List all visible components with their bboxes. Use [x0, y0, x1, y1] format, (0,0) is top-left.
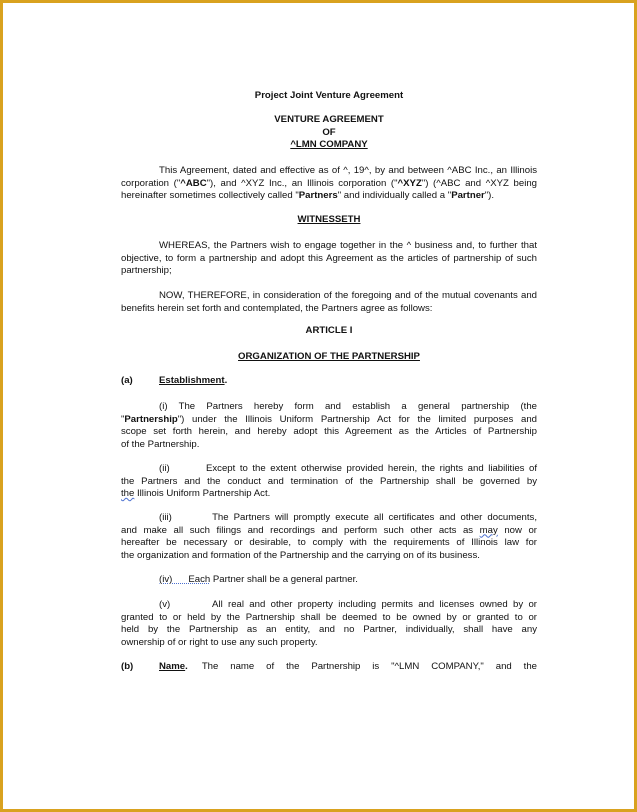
clause-ii-line: the Partners and the conduct and termination of the Partnership shall be governed by: [121, 475, 537, 487]
section-b-line: (b) Name. The name of the Partnership is "^LMN COMPANY," and the: [121, 661, 537, 672]
now-therefore-paragraph: [121, 290, 537, 315]
clause-v-line: (v) All real and other property including permits and licenses owned by or: [159, 599, 537, 610]
now-line: NOW, THEREFORE, in consideration of the foregoing and of the mutual covenants and: [159, 290, 537, 301]
clause-iv-line: (iv) Each Partner shall be a general partner.: [159, 574, 358, 585]
now-line: benefits herein set forth and contemplated, the Partners agree as follows:: [121, 302, 433, 314]
section-a-label: (a): [121, 375, 133, 386]
clause-iii-line: and make all such filings and recordings and perform such other acts as may now or: [121, 524, 537, 536]
intro-line: hereinafter sometimes collectively called "Partners" and individually called a "Partner").: [121, 190, 495, 202]
intro-paragraph: [121, 165, 537, 203]
clause-i-line: "Partnership") under the Illinois Uniform Partnership Act for the limited purposes and: [121, 413, 537, 425]
section-b-title: Name: [159, 661, 186, 672]
intro-line: corporation ("^ABC"), and ^XYZ Inc., an Illinois corporation ("^XYZ") (^ABC and ^XYZ being: [121, 177, 538, 189]
article-heading: ARTICLE I: [305, 325, 353, 336]
whereas-line: objective, to form a partnership and adopt this Agreement as the articles of partnership of such: [121, 252, 537, 264]
clause-i-line: scope set forth herein, and hereby adopt this Agreement as the Articles of Partnership: [121, 426, 537, 438]
clause-i-line: (i) The Partners hereby form and establish a general partnership (the: [159, 401, 537, 412]
clause-v: [121, 599, 537, 649]
agreement-heading-of: OF: [322, 127, 336, 138]
clause-iii-line: (iii) The Partners will promptly execute all certificates and other documents,: [159, 512, 537, 523]
clause-iii: [121, 512, 537, 562]
clause-v-line: granted to or held by the Partnership shall be deemed to be owned by or granted to or: [121, 611, 537, 623]
document-title: Project Joint Venture Agreement: [254, 90, 404, 101]
clause-i-line: of the Partnership.: [121, 438, 200, 450]
clause-v-line: held by the Partnership as an entity, and no Partner, individually, shall have any: [121, 624, 537, 636]
section-a-title: Establishment: [159, 375, 225, 386]
company-name-heading: ^LMN COMPANY: [290, 139, 368, 150]
clause-iii-line: the organization and formation of the Partnership and the carrying on of its business.: [121, 549, 480, 561]
intro-line: This Agreement, dated and effective as of ^, 19^, by and between ^ABC Inc., an Illinois: [159, 165, 537, 176]
clause-ii-line: (ii) Except to the extent otherwise provided herein, the rights and liabilities of: [159, 463, 537, 474]
clause-ii: [121, 463, 537, 501]
section-b: [121, 661, 537, 674]
clause-v-line: ownership of or right to use any such property.: [121, 636, 318, 648]
clause-ii-line: the Illinois Uniform Partnership Act.: [121, 488, 271, 500]
section-b-text: The name of the Partnership is "^LMN COMPANY," and the: [201, 661, 537, 672]
clause-iv: [121, 574, 537, 587]
agreement-heading: VENTURE AGREEMENT: [274, 114, 384, 125]
witnesseth-heading: WITNESSETH: [297, 214, 361, 225]
whereas-paragraph: [121, 240, 537, 278]
section-b-label: (b): [121, 661, 134, 672]
clause-i: [121, 401, 537, 451]
article-title: ORGANIZATION OF THE PARTNERSHIP: [238, 351, 420, 362]
whereas-line: partnership;: [121, 265, 172, 277]
section-a-heading: (a) Establishment.: [121, 375, 228, 386]
clause-iii-line: hereafter be necessary or desirable, to comply with the requirements of Illinois law for: [121, 537, 537, 549]
whereas-line: WHEREAS, the Partners wish to engage together in the ^ business and, to further that: [159, 240, 537, 251]
